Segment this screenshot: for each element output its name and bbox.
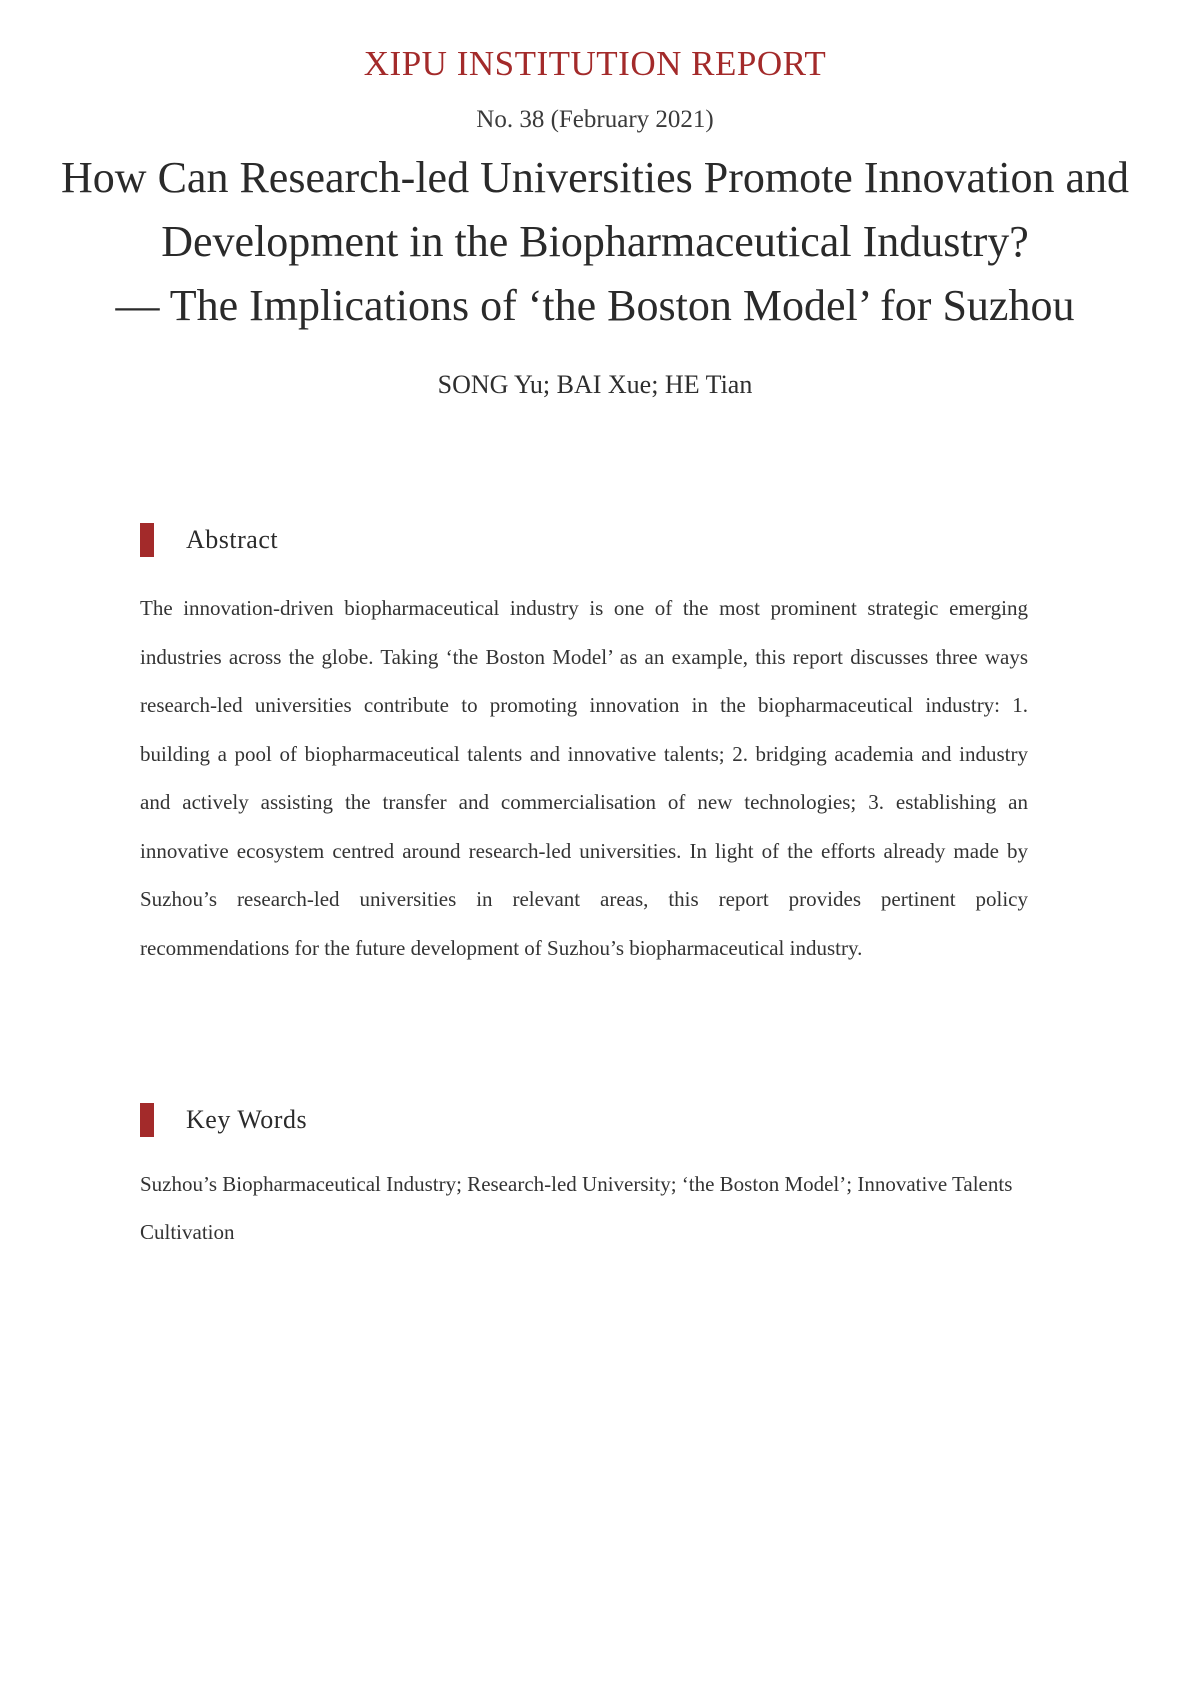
abstract-heading-label: Abstract [186,525,279,554]
keywords-body: Suzhou’s Biopharmaceutical Industry; Research-led University; ‘the Boston Model’; Innovative Talents Cultivation [140,1172,1013,1244]
title-line-2: Development in the Biopharmaceutical Industry? [161,217,1029,266]
keywords-heading-label: Key Words [186,1105,308,1134]
report-series-name: XIPU INSTITUTION REPORT [363,44,827,83]
report-title [40,146,1150,338]
report-number: No. 38 (February 2021) [476,106,714,133]
keywords-heading [140,1102,307,1138]
authors: SONG Yu; BAI Xue; HE Tian [437,370,753,399]
abstract-body: The innovation-driven biopharmaceutical industry is one of the most prominent strategic emerging industries across the globe. Taking ‘the Boston Model’ as an example, this report discusses three ways research-led universities contribute to promoting innovation in the biopharmaceutical industry: 1. building a pool of biopharmaceutical talents and innovative talents; 2. bridging academia and industry and actively assisting the transfer and commercialisation of new technologies; 3. establishing an innovative ecosystem centred around research-led universities. In light of the efforts already made by Suzhou’s research-led universities in relevant areas, this report provides pertinent policy recommendations for the future development of Suzhou’s biopharmaceutical industry. [140,596,1028,960]
section-marker-bar [140,523,154,557]
section-marker-bar [140,1103,154,1137]
title-line-3: — The Implications of ‘the Boston Model’ for Suzhou [115,281,1075,330]
abstract-heading [140,522,278,558]
title-line-1: How Can Research-led Universities Promote Innovation and [61,153,1129,202]
